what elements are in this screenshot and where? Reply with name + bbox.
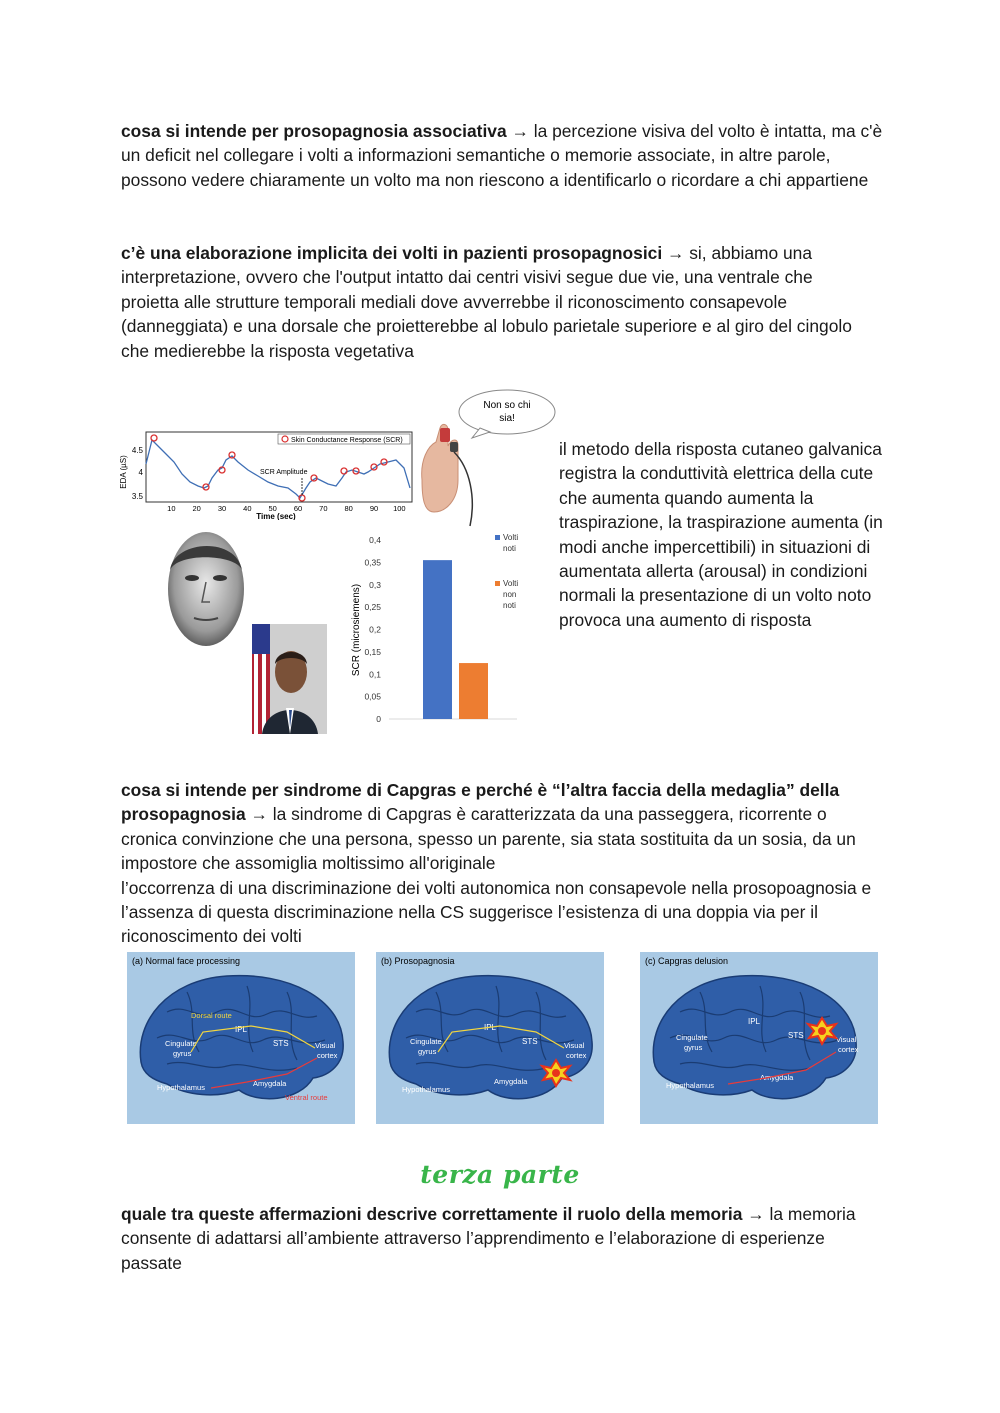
- eda-ytick: 4: [138, 468, 143, 477]
- panel-title: (b) Prosopagnosia: [381, 956, 455, 966]
- question-text: c’è una elaborazione implicita dei volti in pazienti prosopagnosici: [121, 243, 663, 263]
- eda-ytick: 4.5: [131, 446, 143, 455]
- chart-ytick: 0,35: [364, 557, 381, 568]
- chart-ytick: 0,25: [364, 602, 381, 613]
- label-amygdala: Amygdala: [253, 1079, 287, 1088]
- eda-xtick: 10: [167, 504, 176, 513]
- brain-panel-capgras: [640, 952, 878, 1124]
- eda-annotation: SCR Amplitude: [260, 469, 308, 476]
- label-sts: STS: [522, 1037, 538, 1046]
- legend-swatch: [495, 581, 500, 586]
- brain-diagram: [376, 952, 604, 1124]
- label-visual-cortex: Visual: [564, 1041, 585, 1050]
- speech-bubble-line: Non so chi: [483, 400, 531, 411]
- label-ventral-route: Ventral route: [285, 1093, 328, 1102]
- legend-label: Volti: [503, 533, 519, 542]
- chart-ytick: 0,3: [369, 579, 381, 590]
- question-text: cosa si intende per sindrome di Capgras e perché è “l’altra faccia della medaglia” della prosopagnosia: [121, 780, 840, 825]
- label-visual-cortex: Visual: [315, 1041, 336, 1050]
- label-cingulate-gyrus: gyrus: [684, 1043, 703, 1052]
- eda-legend: Skin Conductance Response (SCR): [291, 437, 403, 444]
- eda-ylabel: EDA (µS): [119, 455, 128, 489]
- answer-text: la percezione visiva del volto è intatta, ma c'è un deficit nel collegare i volti a informazioni semantiche o memorie associate, in altre parole, possono vedere chiaramente un volto ma non riescono a identificarlo o ricordare a chi appartiene: [121, 121, 883, 190]
- label-cingulate-gyrus: Cingulate: [676, 1033, 708, 1042]
- label-sts: STS: [788, 1031, 804, 1040]
- legend-label: non: [503, 590, 517, 599]
- eda-xlabel: Time (sec): [256, 512, 296, 520]
- label-amygdala: Amygdala: [494, 1077, 528, 1086]
- label-hypothalamus: Hypothalamus: [157, 1083, 205, 1092]
- qa-paragraph-2: [121, 241, 866, 363]
- label-cingulate-gyrus: Cingulate: [410, 1037, 442, 1046]
- label-cingulate-gyrus: gyrus: [173, 1049, 192, 1058]
- eda-xtick: 60: [293, 504, 303, 513]
- eda-xtick: 50: [268, 504, 277, 513]
- arrow-glyph: →: [250, 804, 268, 825]
- answer-continuation: l’occorrenza di una discriminazione dei volti autonomica non consapevole nella prosopoagnosia e l’assenza di questa discriminazione nella CS suggerisce l’esistenza di una doppia via per il riconoscimento dei volti: [121, 877, 872, 947]
- label-hypothalamus: Hypothalamus: [402, 1085, 450, 1094]
- label-dorsal-route: Dorsal route: [191, 1011, 232, 1020]
- label-visual-cortex: cortex: [317, 1051, 338, 1060]
- chart-ytick: 0,1: [369, 669, 381, 680]
- legend-swatch: [495, 535, 500, 540]
- answer-text: la sindrome di Capgras è caratterizzata da una passeggera, ricorrente o cronica convinzione che una persona, spesso un parente, sia stata sostituita da un sosia, da un impostore che assomiglia moltissimo all'originale: [121, 804, 856, 874]
- speech-bubble-line: sia!: [499, 413, 515, 424]
- chart-ytick: 0: [376, 714, 381, 724]
- label-cingulate-gyrus: gyrus: [418, 1047, 437, 1056]
- hand-icon: [422, 424, 473, 526]
- label-ipl: IPL: [484, 1023, 497, 1032]
- unknown-face-photo: [166, 530, 246, 648]
- brain-shape: [140, 976, 343, 1099]
- legend-label: Volti: [503, 579, 519, 588]
- label-visual-cortex: cortex: [566, 1051, 587, 1060]
- chart-ytick: 0,2: [369, 624, 381, 635]
- arrow-glyph: →: [667, 243, 685, 263]
- chart-ylabel: SCR (microsiemens): [351, 583, 362, 677]
- arrow-glyph: →: [747, 1204, 765, 1224]
- qa-paragraph-4: [121, 1202, 861, 1275]
- legend-label: noti: [503, 601, 516, 610]
- hand-electrode-figure: [410, 388, 560, 530]
- arrow-glyph: →: [511, 121, 529, 141]
- eda-xtick: 80: [344, 504, 353, 513]
- chart-bar: [423, 560, 452, 719]
- eda-xtick: 20: [192, 504, 201, 513]
- legend-label: noti: [503, 544, 516, 553]
- chart-ytick: 0,15: [364, 646, 381, 657]
- panel-title: (c) Capgras delusion: [645, 956, 729, 966]
- brain-diagram: [640, 952, 878, 1124]
- question-text: quale tra queste affermazioni descrive correttamente il ruolo della memoria: [121, 1204, 743, 1224]
- answer-text: si, abbiamo una interpretazione, ovvero che l'output intatto dai centri visivi segue due vie, una ventrale che proietta alle strutture temporali mediali dove avverrebbe il riconoscimento consapevole (danneggiata) e una dorsale che proietterebbe al lobulo parietale superiore e al giro del cingolo che medierebbe la risposta vegetativa: [121, 243, 852, 361]
- eda-xtick: 70: [319, 504, 328, 513]
- label-ipl: IPL: [748, 1017, 761, 1026]
- gsr-description: il metodo della risposta cutaneo galvanica registra la conduttività elettrica della cute che aumenta quando aumenta la traspirazione, la traspirazione aumenta (in modi anche impercettibili) in situazioni di aumentata allerta (arousal) in condizioni normali la presentazione di un volto noto provoca una aumento di risposta: [559, 439, 883, 630]
- chart-ytick: 0,05: [364, 691, 381, 702]
- question-text: cosa si intende per prosopagnosia associativa: [121, 121, 507, 141]
- label-ipl: IPL: [235, 1025, 248, 1034]
- eda-trace-figure: [118, 428, 418, 520]
- chart-bar: [459, 663, 488, 719]
- section-heading: terza parte: [420, 1160, 580, 1189]
- speech-bubble: [459, 390, 555, 438]
- label-hypothalamus: Hypothalamus: [666, 1081, 714, 1090]
- qa-paragraph-3: [121, 778, 881, 949]
- chart-ytick: 0,4: [369, 535, 381, 545]
- scr-bar-chart: [345, 530, 535, 732]
- eda-ytick: 3.5: [131, 492, 143, 501]
- eda-xtick: 100: [393, 504, 406, 513]
- eda-xtick: 30: [217, 504, 227, 513]
- label-visual-cortex: cortex: [838, 1045, 859, 1054]
- brain-diagram: [127, 952, 355, 1124]
- label-amygdala: Amygdala: [760, 1073, 794, 1082]
- label-cingulate-gyrus: Cingulate: [165, 1039, 197, 1048]
- qa-paragraph-1: [121, 119, 891, 192]
- answer-text: la memoria consente di adattarsi all’ambiente attraverso l’apprendimento e l’elaborazione di esperienze passate: [121, 1204, 856, 1273]
- brain-panel-normal: [127, 952, 355, 1124]
- brain-panel-prosopagnosia: [376, 952, 604, 1124]
- label-visual-cortex: Visual: [836, 1035, 857, 1044]
- eda-xtick: 90: [369, 504, 379, 513]
- panel-title: (a) Normal face processing: [132, 956, 241, 966]
- eda-xtick: 40: [243, 504, 252, 513]
- known-face-photo: [252, 624, 327, 734]
- label-sts: STS: [273, 1039, 289, 1048]
